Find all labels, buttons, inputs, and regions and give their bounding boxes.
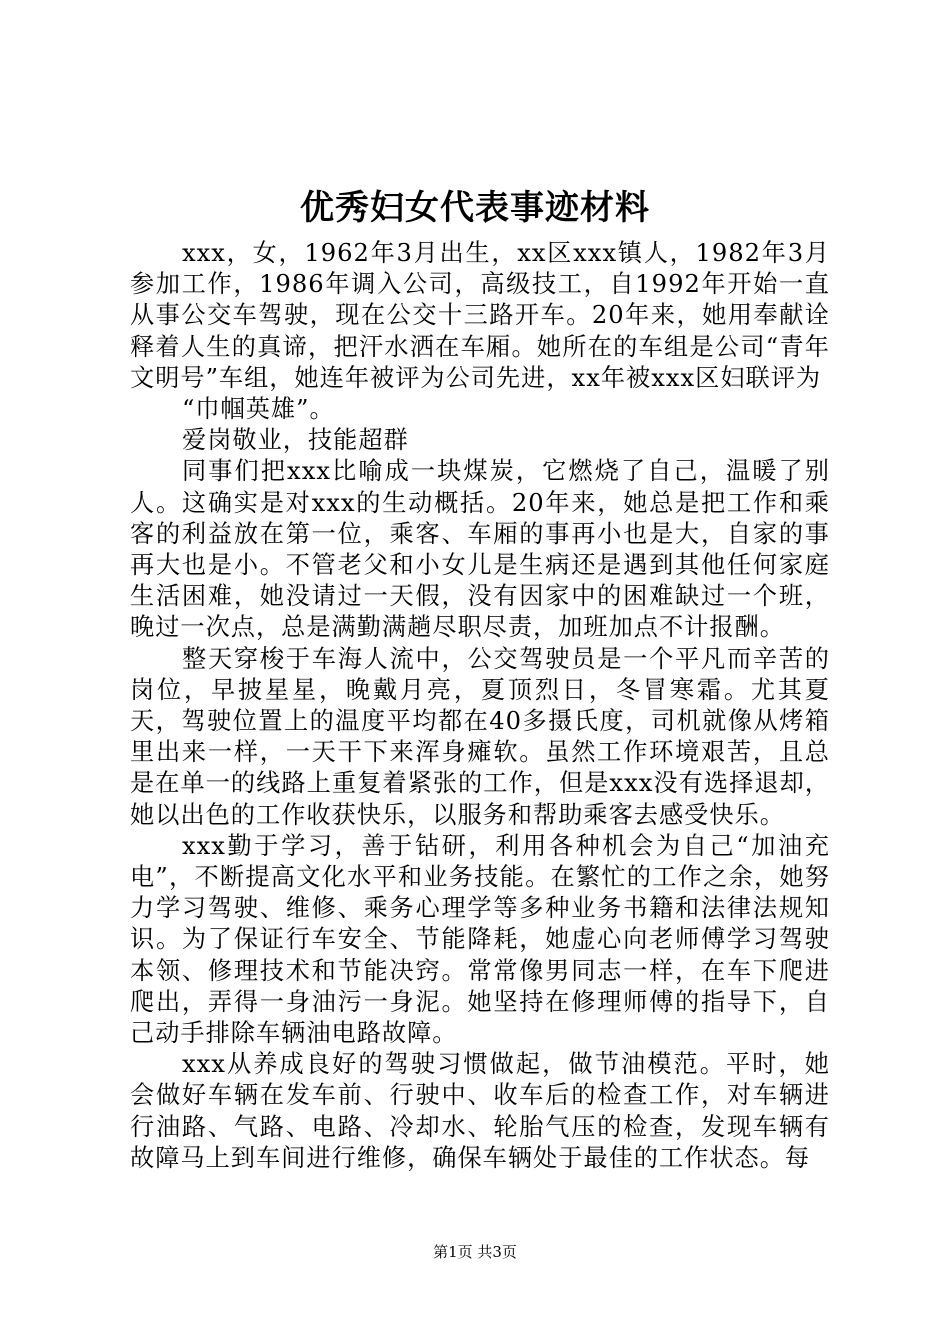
section-heading: 爱岗敬业，技能超群: [182, 426, 409, 455]
paragraph-driving-habits: xxx从养成良好的驾驶习惯做起，做节油模范。平时，她会做好车辆在发车前、行驶中、收车后的检查工作，对车辆进行油路、气路、电路、冷却水、轮胎气压的检查，发现车辆有故障马上到车间进行维修，确保车辆处于最佳的工作状态。每: [130, 1050, 830, 1172]
paragraph-dedication: 同事们把xxx比喻成一块煤炭，它燃烧了自己，温暖了别人。这确实是对xxx的生动概括。20年来，她总是把工作和乘客的利益放在第一位，乘客、车厢的事再小也是大，自家的事再大也是小。不管老父和小女儿是生病还是遇到其他任何家庭生活困难，她没请过一天假，没有因家中的困难缺过一个班，晚过一次点，总是满勤满趟尽职尽责，加班加点不计报酬。: [130, 457, 830, 642]
paragraph-hardship: 整天穿梭于车海人流中，公交驾驶员是一个平凡而辛苦的岗位，早披星星，晚戴月亮，夏顶烈日，冬冒寒霜。尤其夏天，驾驶位置上的温度平均都在40多摄氏度，司机就像从烤箱里出来一样，一天干下来浑身瘫软。虽然工作环境艰苦，且总是在单一的线路上重复着紧张的工作，但是xxx没有选择退却，她以出色的工作收获快乐，以服务和帮助乘客去感受快乐。: [130, 644, 830, 829]
paragraph-intro: xxx，女，1962年3月出生，xx区xxx镇人，1982年3月参加工作，1986年调入公司，高级技工，自1992年开始一直从事公交车驾驶，现在公交十三路开车。20年来，她用奉献诠释着人生的真谛，把汗水洒在车厢。她所在的车组是公司“青年文明号”车组，她连年被评为公司先进，xx年被xxx区妇联评为: [130, 239, 830, 392]
paragraph-learning: xxx勤于学习，善于钻研，利用各种机会为自己“加油充电”，不断提高文化水平和业务技能。在繁忙的工作之余，她努力学习驾驶、维修、乘务心理学等多种业务书籍和法律法规知识。为了保证行车安全、节能降耗，她虚心向老师傅学习驾驶本领、修理技术和节能决窍。常常像男同志一样，在车下爬进爬出，弄得一身油污一身泥。她坚持在修理师傅的指导下，自己动手排除车辆油电路故障。: [130, 831, 830, 1048]
paragraph-honor-title: “巾帼英雄”。: [182, 395, 335, 424]
document-body: [130, 238, 830, 1174]
document-title: 优秀妇女代表事迹材料: [300, 188, 650, 228]
page-footer: 第1页 共3页: [433, 1243, 517, 1261]
